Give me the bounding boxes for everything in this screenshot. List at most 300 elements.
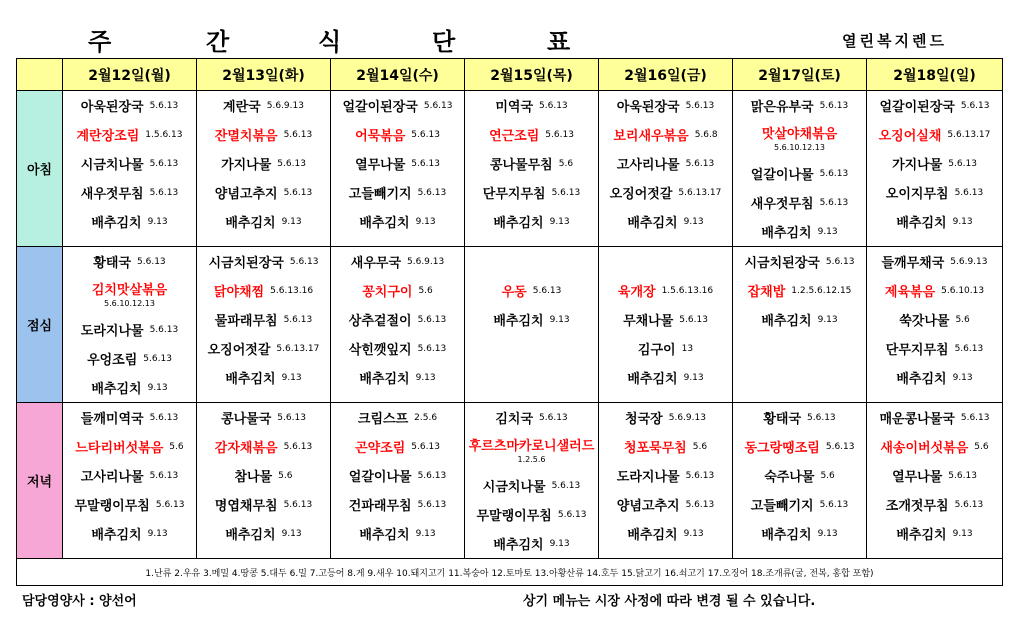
organization-name: 열린복지렌드 xyxy=(842,32,947,50)
dish-name: 배추김치 xyxy=(896,216,947,231)
dish-name: 고들빼기지 xyxy=(348,187,412,202)
dish-item xyxy=(867,403,1002,432)
allergen-codes: 5.6.13 xyxy=(149,412,179,423)
allergen-codes: 5.6.13 xyxy=(685,100,715,111)
dish-name: 황태국 xyxy=(763,412,802,427)
allergen-codes: 9.13 xyxy=(683,372,704,383)
allergen-codes: 5.6 xyxy=(169,441,184,452)
dish-item xyxy=(599,305,732,334)
dish-item xyxy=(465,207,598,236)
meal-row-breakfast xyxy=(17,91,1003,247)
dish-name: 계란국 xyxy=(223,100,261,115)
header-corner xyxy=(17,59,63,91)
dish-item xyxy=(733,490,866,519)
allergen-codes: 9.13 xyxy=(952,528,973,539)
day-header: 2월14일(수) xyxy=(331,59,465,91)
dish-item xyxy=(331,461,464,490)
allergen-codes: 5.6.13 xyxy=(819,100,849,111)
dish-item xyxy=(63,247,196,276)
allergen-codes: 13 xyxy=(681,343,694,354)
allergen-codes: 5.6.13 xyxy=(551,187,581,198)
dish-name: 상추겉절이 xyxy=(348,314,412,329)
allergen-codes: 5.6.13 xyxy=(551,480,581,491)
allergen-codes: 9.13 xyxy=(549,216,570,227)
dish-item xyxy=(63,315,196,344)
dish-item xyxy=(599,403,732,432)
allergen-codes: 5.6 xyxy=(558,158,574,169)
dish-item xyxy=(867,247,1002,276)
menu-cell xyxy=(867,403,1003,559)
dish-item xyxy=(197,519,330,548)
allergen-codes: 5.6.9.13 xyxy=(668,412,706,423)
dish-item xyxy=(331,276,464,305)
allergen-codes: 5.6.13.17 xyxy=(947,129,991,140)
day-header: 2월16일(금) xyxy=(599,59,733,91)
dish-name: 매운콩나물국 xyxy=(879,412,955,427)
dish-item xyxy=(197,207,330,236)
day-header: 2월17일(토) xyxy=(733,59,867,91)
dish-name: 삭힌깻잎지 xyxy=(348,343,412,358)
allergen-codes: 5.6.13 xyxy=(948,158,977,169)
dish-name: 배추김치 xyxy=(896,372,947,387)
allergen-codes: 5.6.13 xyxy=(277,412,306,423)
dish-item xyxy=(733,461,866,490)
dish-item xyxy=(331,178,464,207)
allergen-codes: 1.5.6.13 xyxy=(145,129,183,140)
dish-item xyxy=(867,519,1002,548)
dish-name: 들깨미역국 xyxy=(80,412,144,427)
allergen-codes: 5.6.9.13 xyxy=(266,100,304,111)
dish-name: 아욱된장국 xyxy=(80,100,144,115)
dish-name: 고사리나물 xyxy=(80,470,144,485)
weekly-menu-table xyxy=(16,58,1003,586)
dish-name: 배추김치 xyxy=(493,216,544,231)
dish-item xyxy=(599,149,732,178)
dish-item xyxy=(331,149,464,178)
dish-item xyxy=(867,276,1002,305)
dish-name: 단무지무침 xyxy=(885,343,949,358)
dish-item xyxy=(197,432,330,461)
dish-item xyxy=(465,305,598,334)
dish-name: 배추김치 xyxy=(225,372,276,387)
title-char: 표 xyxy=(547,28,571,56)
dish-name: 고들빼기지 xyxy=(750,499,814,514)
allergen-codes: 9.13 xyxy=(817,226,838,237)
allergen-codes: 5.6.13 xyxy=(417,470,447,481)
dish-item xyxy=(331,207,464,236)
menu-cell xyxy=(465,403,599,559)
dish-name: 가지나물 xyxy=(892,158,943,173)
allergen-codes: 9.13 xyxy=(415,372,436,383)
dish-name: 양념고추지 xyxy=(214,187,278,202)
dish-name: 우동 xyxy=(501,285,527,300)
dish-name: 배추김치 xyxy=(91,216,142,231)
allergen-codes: 1.5.6.13.16 xyxy=(661,285,714,296)
dish-item xyxy=(599,461,732,490)
menu-cell xyxy=(63,247,197,403)
dish-name: 들깨무채국 xyxy=(881,256,945,271)
dish-name: 맑은유부국 xyxy=(750,100,814,115)
allergen-codes: 5.6.10.13 xyxy=(941,285,985,296)
dish-item xyxy=(331,91,464,120)
dish-name: 동그랑땡조림 xyxy=(744,441,820,456)
dish-item xyxy=(733,403,866,432)
dish-item xyxy=(331,247,464,276)
dish-name: 오이지무침 xyxy=(885,187,949,202)
menu-cell xyxy=(331,403,465,559)
dish-name: 배추김치 xyxy=(761,528,812,543)
dish-item xyxy=(63,519,196,548)
dish-item xyxy=(733,519,866,548)
dish-item xyxy=(867,363,1002,392)
allergen-codes: 5.6.13 xyxy=(954,499,984,510)
meal-row-lunch xyxy=(17,247,1003,403)
dish-name: 시금치된장국 xyxy=(744,256,820,271)
dish-item xyxy=(599,334,732,363)
allergen-codes: 9.13 xyxy=(147,382,168,393)
dish-name: 시금치된장국 xyxy=(208,256,284,271)
dish-name: 물파래무침 xyxy=(214,314,278,329)
dish-item xyxy=(599,91,732,120)
allergen-codes: 9.13 xyxy=(817,528,838,539)
allergen-codes: 5.6 xyxy=(278,470,293,481)
dish-item xyxy=(63,207,196,236)
dish-item xyxy=(197,334,330,363)
dish-item xyxy=(197,363,330,392)
dish-item xyxy=(63,178,196,207)
dish-item xyxy=(599,363,732,392)
dish-name: 고사리나물 xyxy=(616,158,680,173)
dish-item xyxy=(465,432,598,471)
title-char: 간 xyxy=(206,28,230,56)
dish-item xyxy=(63,344,196,373)
allergen-codes: 5.6.13 xyxy=(539,100,568,111)
dish-name: 명엽채무침 xyxy=(214,499,278,514)
dish-item xyxy=(197,403,330,432)
dish-item xyxy=(331,305,464,334)
menu-cell xyxy=(867,91,1003,247)
allergen-codes: 5.6.13.16 xyxy=(270,285,314,296)
menu-cell xyxy=(465,91,599,247)
allergen-codes: 5.6 xyxy=(974,441,989,452)
dish-item xyxy=(465,529,598,558)
allergen-codes: 5.6 xyxy=(955,314,970,325)
menu-cell xyxy=(465,247,599,403)
meal-row-dinner xyxy=(17,403,1003,559)
dish-item xyxy=(465,178,598,207)
dish-item xyxy=(733,188,866,217)
allergen-codes: 9.13 xyxy=(281,372,302,383)
dish-item xyxy=(733,120,866,159)
dish-item xyxy=(63,461,196,490)
menu-cell xyxy=(733,91,867,247)
day-header: 2월13일(화) xyxy=(197,59,331,91)
title-char: 주 xyxy=(88,28,112,56)
menu-cell xyxy=(331,247,465,403)
day-header: 2월15일(목) xyxy=(465,59,599,91)
dish-item xyxy=(733,247,866,276)
dish-item xyxy=(197,178,330,207)
dish-name: 배추김치 xyxy=(359,528,410,543)
dish-item xyxy=(63,149,196,178)
dish-item xyxy=(63,120,196,149)
title-row xyxy=(0,0,1019,58)
dish-item xyxy=(465,247,598,276)
dish-name: 배추김치 xyxy=(493,538,544,553)
dish-name: 콩나물국 xyxy=(221,412,272,427)
menu-cell xyxy=(599,91,733,247)
dietitian-name: 담당영양사 : 양선어 xyxy=(22,594,137,609)
dish-name: 시금치나물 xyxy=(482,480,546,495)
allergen-note: 1.난류 2.우유 3.메밀 4.땅콩 5.대두 6.밀 7.고등어 8.게 9.새우 10.돼지고기 11.복숭아 12.토마토 13.아황산류 14.호두 15.닭고기 16.쇠고기 17.오징어 18.조개류(굴, 전복, 홍합 포함) xyxy=(17,559,1003,586)
dish-item xyxy=(63,403,196,432)
dish-item xyxy=(465,120,598,149)
allergen-codes: 5.6.13 xyxy=(149,158,179,169)
dish-item xyxy=(331,334,464,363)
allergen-codes: 5.6.13 xyxy=(819,499,849,510)
dish-item xyxy=(599,207,732,236)
allergen-codes: 5.6.13 xyxy=(960,412,990,423)
dish-name: 배추김치 xyxy=(225,528,276,543)
allergen-codes: 5.6.13 xyxy=(411,129,440,140)
allergen-codes: 5.6.13 xyxy=(954,343,984,354)
dish-item xyxy=(465,276,598,305)
dish-item xyxy=(867,91,1002,120)
menu-cell xyxy=(63,91,197,247)
allergen-codes: 5.6.13 xyxy=(289,256,319,267)
dish-name: 도라지나물 xyxy=(616,470,680,485)
allergen-codes: 5.6.13 xyxy=(417,499,447,510)
dish-item xyxy=(197,305,330,334)
dish-name: 숙주나물 xyxy=(764,470,815,485)
dish-item xyxy=(733,91,866,120)
allergen-codes: 9.13 xyxy=(281,216,302,227)
dish-item xyxy=(63,91,196,120)
allergen-codes: 5.6.13 xyxy=(954,187,984,198)
dish-name: 맛살야채볶음 xyxy=(761,127,838,142)
allergen-codes: 5.6.13 xyxy=(283,187,313,198)
dish-item xyxy=(733,432,866,461)
allergen-codes: 5.6.9.13 xyxy=(407,256,445,267)
dish-item xyxy=(867,120,1002,149)
allergen-codes: 9.13 xyxy=(817,314,838,325)
dish-item xyxy=(599,247,732,276)
dish-name: 무채나물 xyxy=(623,314,674,329)
menu-cell xyxy=(599,247,733,403)
dish-name: 제육볶음 xyxy=(884,285,936,300)
menu-cell xyxy=(867,247,1003,403)
dish-name: 배추김치 xyxy=(493,314,544,329)
allergen-codes: 5.6.13 xyxy=(685,470,715,481)
dish-item xyxy=(331,432,464,461)
allergen-codes: 5.6.13 xyxy=(155,499,185,510)
dish-item xyxy=(733,159,866,188)
dish-name: 잔멸치볶음 xyxy=(214,129,278,144)
allergen-codes: 5.6.13 xyxy=(807,412,836,423)
dish-item xyxy=(63,432,196,461)
dish-item xyxy=(867,432,1002,461)
title-char: 단 xyxy=(432,28,456,56)
allergen-codes: 5.6.13 xyxy=(819,168,849,179)
allergen-codes: 5.6.13 xyxy=(137,256,166,267)
dish-name: 새우젓무침 xyxy=(750,197,814,212)
dish-item xyxy=(197,91,330,120)
dish-name: 건파래무침 xyxy=(348,499,412,514)
meal-label-lunch: 점심 xyxy=(17,247,63,403)
dish-item xyxy=(599,432,732,461)
allergen-codes: 5.6.10.12.13 xyxy=(104,299,155,308)
day-header-row xyxy=(17,59,1003,91)
dish-name: 콩나물무침 xyxy=(489,158,553,173)
allergen-codes: 5.6.10.12.13 xyxy=(774,143,825,152)
allergen-codes: 5.6 xyxy=(418,285,433,296)
dish-item xyxy=(733,305,866,334)
menu-cell xyxy=(197,403,331,559)
dish-name: 열무나물 xyxy=(355,158,406,173)
dish-item xyxy=(867,207,1002,236)
dish-name: 배추김치 xyxy=(225,216,276,231)
title-char: 식 xyxy=(318,28,342,56)
meal-label-breakfast: 아침 xyxy=(17,91,63,247)
allergen-codes: 5.6.13 xyxy=(825,256,855,267)
allergen-codes: 9.13 xyxy=(415,528,436,539)
day-header: 2월18일(일) xyxy=(867,59,1003,91)
allergen-codes: 5.6.13.17 xyxy=(678,187,722,198)
allergen-codes: 9.13 xyxy=(147,216,168,227)
dish-name: 새우무국 xyxy=(350,256,401,271)
allergen-codes: 9.13 xyxy=(952,216,973,227)
dish-name: 청국장 xyxy=(625,412,663,427)
allergen-codes: 1.2.5.6 xyxy=(517,455,546,464)
dish-name: 도라지나물 xyxy=(80,324,144,339)
allergen-codes: 5.6.13 xyxy=(143,353,172,364)
allergen-codes: 5.6 xyxy=(820,470,835,481)
dish-name: 배추김치 xyxy=(761,314,812,329)
dish-item xyxy=(197,247,330,276)
allergen-codes: 9.13 xyxy=(683,216,704,227)
meal-label-dinner: 저녁 xyxy=(17,403,63,559)
allergen-codes: 5.6.13 xyxy=(557,509,587,520)
menu-cell xyxy=(331,91,465,247)
allergen-codes: 5.6.13 xyxy=(417,314,447,325)
dish-name: 무말랭이무침 xyxy=(74,499,150,514)
dish-item xyxy=(197,490,330,519)
dish-item xyxy=(599,519,732,548)
dish-item xyxy=(465,500,598,529)
dish-name: 청포묵무침 xyxy=(623,441,687,456)
dish-item xyxy=(867,305,1002,334)
dish-name: 후르츠마카로니샐러드 xyxy=(468,439,595,454)
dish-name: 황태국 xyxy=(93,256,132,271)
dish-name: 조개젓무침 xyxy=(885,499,949,514)
dish-name: 꽁치구이 xyxy=(362,285,413,300)
dish-name: 김치맛살볶음 xyxy=(91,283,168,298)
dish-item xyxy=(599,276,732,305)
dish-item xyxy=(63,373,196,402)
dish-item xyxy=(331,363,464,392)
dish-item xyxy=(599,178,732,207)
dish-item xyxy=(63,490,196,519)
dish-name: 배추김치 xyxy=(761,226,812,241)
dish-item xyxy=(331,403,464,432)
allergen-codes: 5.6.13 xyxy=(819,197,849,208)
dish-name: 연근조림 xyxy=(489,129,540,144)
dish-name: 김구이 xyxy=(637,343,676,358)
allergen-codes: 5.6.13 xyxy=(149,470,179,481)
dish-name: 새송이버섯볶음 xyxy=(880,441,969,456)
dish-name: 아욱된장국 xyxy=(616,100,680,115)
dish-name: 오징어젓갈 xyxy=(207,343,271,358)
allergen-codes: 9.13 xyxy=(549,538,570,549)
dish-item xyxy=(465,91,598,120)
dish-name: 배추김치 xyxy=(627,528,678,543)
dish-name: 보리새우볶음 xyxy=(613,129,689,144)
dish-item xyxy=(331,490,464,519)
allergen-codes: 5.6.13 xyxy=(149,100,179,111)
dish-item xyxy=(867,490,1002,519)
allergen-codes: 5.6 xyxy=(692,441,708,452)
dish-name: 시금치나물 xyxy=(80,158,144,173)
allergen-codes: 5.6.8 xyxy=(694,129,718,140)
dish-name: 단무지무침 xyxy=(482,187,546,202)
allergen-codes: 2.5.6 xyxy=(414,412,438,423)
allergen-codes: 5.6.13 xyxy=(825,441,855,452)
allergen-codes: 5.6.13 xyxy=(685,158,715,169)
menu-cell xyxy=(197,247,331,403)
dish-name: 감자채볶음 xyxy=(214,441,278,456)
dish-name: 배추김치 xyxy=(627,372,678,387)
day-header: 2월12일(월) xyxy=(63,59,197,91)
dish-item xyxy=(465,149,598,178)
dish-name: 잡채밥 xyxy=(747,285,786,300)
dish-name: 얼갈이나물 xyxy=(348,470,412,485)
dish-name: 참나물 xyxy=(234,470,273,485)
dish-name: 배추김치 xyxy=(896,528,947,543)
allergen-codes: 5.6.13 xyxy=(532,285,562,296)
menu-change-notice: 상기 메뉴는 시장 사정에 따라 변경 될 수 있습니다. xyxy=(523,594,816,609)
dish-item xyxy=(465,403,598,432)
menu-cell xyxy=(599,403,733,559)
dish-name: 김치국 xyxy=(495,412,534,427)
dish-item xyxy=(867,461,1002,490)
dish-name: 곤약조림 xyxy=(355,441,406,456)
dish-item xyxy=(465,471,598,500)
allergen-codes: 5.6.9.13 xyxy=(950,256,988,267)
dish-name: 얼갈이나물 xyxy=(750,168,814,183)
dish-name: 느타리버섯볶음 xyxy=(75,441,164,456)
allergen-codes: 9.13 xyxy=(683,528,704,539)
dish-item xyxy=(867,178,1002,207)
dish-item xyxy=(331,120,464,149)
dish-name: 크림스프 xyxy=(357,412,409,427)
allergen-codes: 5.6.13 xyxy=(411,158,440,169)
dish-name: 미역국 xyxy=(495,100,534,115)
dish-name: 얼갈이된장국 xyxy=(879,100,955,115)
allergen-codes: 5.6.13 xyxy=(149,187,179,198)
allergen-codes: 5.6.13 xyxy=(277,158,306,169)
dish-name: 우엉조림 xyxy=(87,353,138,368)
allergen-codes: 9.13 xyxy=(147,528,168,539)
menu-cell xyxy=(733,403,867,559)
dish-name: 배추김치 xyxy=(91,528,142,543)
dish-name: 배추김치 xyxy=(627,216,678,231)
dish-item xyxy=(733,217,866,246)
dish-name: 계란장조림 xyxy=(76,129,140,144)
menu-cell xyxy=(63,403,197,559)
allergen-codes: 5.6.13 xyxy=(423,100,453,111)
dish-item xyxy=(733,276,866,305)
dish-item xyxy=(197,120,330,149)
